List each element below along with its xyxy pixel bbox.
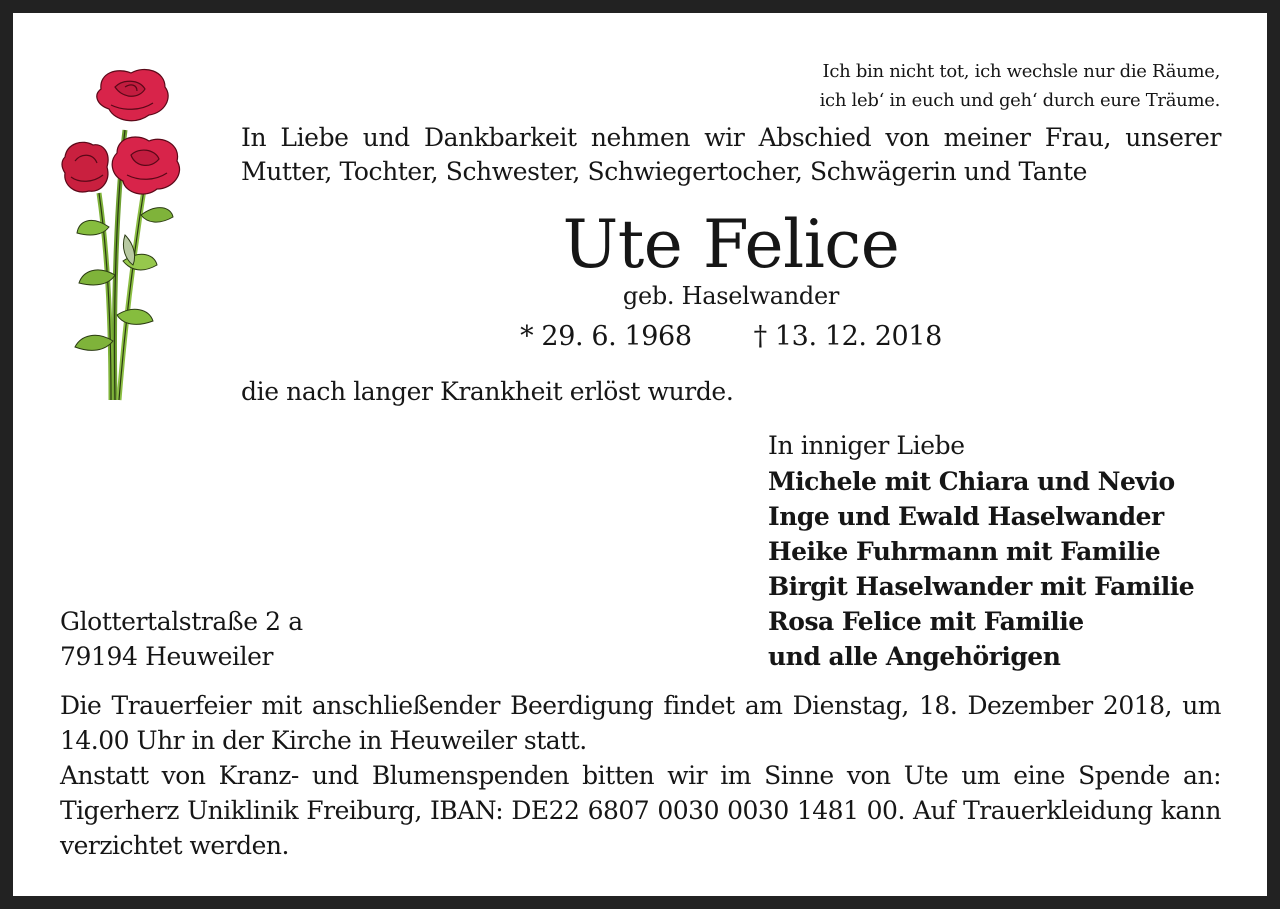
intro-text: In Liebe und Dankbarkeit nehmen wir Abschied von meiner Frau, unserer Mutter, Tochter, Schwester, Schwiegertocher, Schwägerin und Tante xyxy=(241,123,1221,186)
funeral-details: Die Trauerfeier mit anschließender Beerdigung findet am Dienstag, 18. Dezember 2018, um 14.00 Uhr in der Kirche in Heuweiler statt. xyxy=(60,691,1221,755)
mourner-name: Rosa Felice mit Familie xyxy=(768,607,1084,636)
mourner-name: Birgit Haselwander mit Familie xyxy=(768,572,1195,601)
deceased-name: Ute Felice xyxy=(562,206,900,283)
maiden-name: geb. Haselwander xyxy=(622,282,840,310)
roses-icon xyxy=(53,65,183,405)
donation-request: Anstatt von Kranz- und Blumenspenden bitten wir im Sinne von Ute um eine Spende an: Tigerherz Uniklinik Freiburg, IBAN: DE22 6807 0030 0030 1481 00. Auf Trauerkleidung kann verzichtet werden. xyxy=(60,761,1221,860)
mourner-name: Heike Fuhrmann mit Familie xyxy=(768,537,1161,566)
mourner-name: Inge und Ewald Haselwander xyxy=(768,502,1164,531)
address-street: Glottertalstraße 2 a xyxy=(60,607,303,636)
mourners-heading: In inniger Liebe xyxy=(768,431,965,460)
life-dates xyxy=(241,320,1221,354)
address-city: 79194 Heuweiler xyxy=(60,642,274,671)
quote xyxy=(768,57,1220,115)
obituary-card xyxy=(13,13,1267,896)
after-text: die nach langer Krankheit erlöst wurde. xyxy=(241,377,734,406)
mourners-list xyxy=(768,464,1194,674)
funeral-notice xyxy=(60,688,1221,863)
quote-line-1: Ich bin nicht tot, ich wechsle nur die Räume, xyxy=(822,61,1220,82)
mourner-name: Michele mit Chiara und Nevio xyxy=(768,467,1175,496)
birth-date: * 29. 6. 1968 xyxy=(520,321,692,352)
death-date: † 13. 12. 2018 xyxy=(753,321,942,352)
quote-line-2: ich leb‘ in euch und geh‘ durch eure Träume. xyxy=(819,90,1220,111)
mourner-name: und alle Angehörigen xyxy=(768,642,1061,671)
address xyxy=(60,604,303,674)
